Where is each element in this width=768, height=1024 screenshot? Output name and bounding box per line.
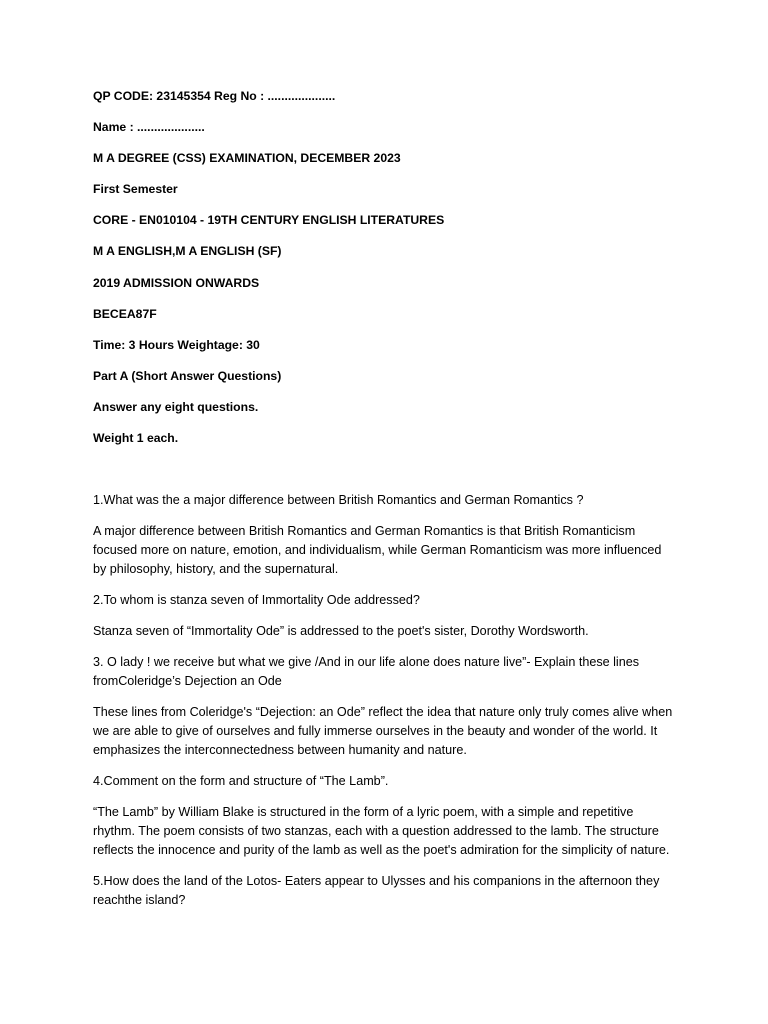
qp-code-line: QP CODE: 23145354 Reg No : .................... (93, 89, 336, 103)
time-weightage-line: Time: 3 Hours Weightage: 30 (93, 337, 260, 352)
admission-line: 2019 ADMISSION ONWARDS (93, 275, 260, 290)
answer-1: A major difference between British Romantics and German Romantics is that British Romanticism focused more on nature, emotion, and individualism, while German Romanticism was more influenced by philosophy, history, and the supernatural. (93, 524, 662, 577)
course-line: CORE - EN010104 - 19TH CENTURY ENGLISH LITERATURES (93, 213, 445, 228)
semester-line: First Semester (93, 182, 178, 197)
exam-title: M A DEGREE (CSS) EXAMINATION, DECEMBER 2023 (93, 151, 401, 166)
program-line: M A ENGLISH,M A ENGLISH (SF) (93, 244, 282, 259)
question-5: 5.How does the land of the Lotos- Eaters appear to Ulysses and his companions in the afternoon they reachthe island? (93, 874, 660, 908)
instruction-line: Answer any eight questions. (93, 399, 259, 414)
paper-code-line: BECEA87F (93, 306, 157, 321)
answer-3: These lines from Coleridge's “Dejection: an Ode” reflect the idea that nature only truly comes alive when we are able to give of ourselves and fully immerse ourselves in the beauty and wonder of the world. It emphasizes the interconnectedness between humanity and nature. (93, 705, 673, 758)
weight-line: Weight 1 each. (93, 431, 179, 446)
answer-2: Stanza seven of “Immortality Ode” is addressed to the poet's sister, Dorothy Wordsworth. (93, 624, 589, 639)
question-4: 4.Comment on the form and structure of “The Lamb”. (93, 774, 389, 789)
part-title: Part A (Short Answer Questions) (93, 368, 282, 383)
section-spacer (93, 461, 673, 491)
name-line: Name : .................... (93, 120, 205, 135)
exam-document (93, 88, 673, 922)
question-2: 2.To whom is stanza seven of Immortality Ode addressed? (93, 593, 420, 608)
question-1: 1.What was the a major difference between British Romantics and German Romantics ? (93, 493, 584, 508)
answer-4: “The Lamb” by William Blake is structured in the form of a lyric poem, with a simple and repetitive rhythm. The poem consists of two stanzas, each with a question addressed to the lamb. The structure reflects the innocence and purity of the lamb as well as the poet's admiration for the simplicity of nature. (93, 805, 670, 858)
question-3: 3. O lady ! we receive but what we give /And in our life alone does nature live”- Explain these lines fromColeridge’s Dejection an Ode (93, 655, 640, 689)
